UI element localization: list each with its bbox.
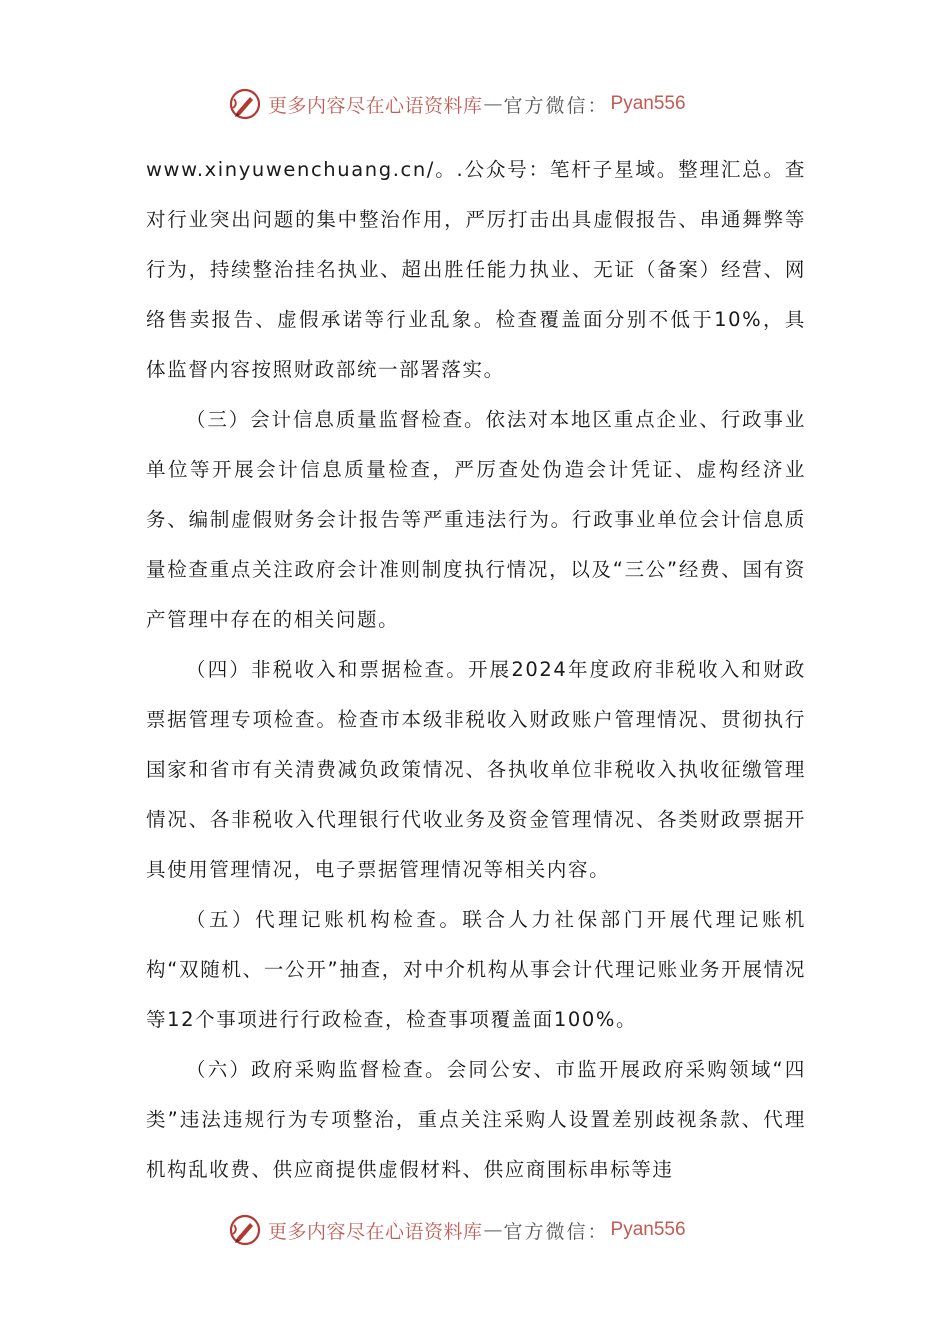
paragraph-section-4: （四）非税收入和票据检查。开展2024年度政府非税收入和财政票据管理专项检查。检查市本级非税收入财政账户管理情况、贯彻执行国家和省市有关清费减负政策情况、各执收单位非税收入执收征缴管理情况、各非税收入代理银行代收业务及资金管理情况、各类财政票据开具使用管理情况，电子票据管理情况等相关内容。 xyxy=(146,658,806,881)
document-body xyxy=(146,145,806,1195)
watermark-wechat-id: Pyan556 xyxy=(610,1219,686,1240)
watermark-dash: — xyxy=(483,93,503,115)
watermark-wechat-id: Pyan556 xyxy=(610,93,686,114)
watermark-official-label: 官方微信： xyxy=(503,1220,609,1243)
watermark-slogan: 更多内容尽在心语资料库 xyxy=(268,94,483,117)
watermark-dash: — xyxy=(483,1219,503,1241)
paragraph-continuation: www.xinyuwenchuang.cn/。.公众号：笔杆子星域。整理汇总。查对行业突出问题的集中整治作用，严厉打击出具虚假报告、串通舞弊等行为，持续整治挂名执业、超出胜任能力执业、无证（备案）经营、网络售卖报告、虚假承诺等行业乱象。检查覆盖面分别不低于10%，具体监督内容按照财政部统一部署落实。 xyxy=(146,158,806,381)
watermark-official-label: 官方微信： xyxy=(503,94,609,117)
footer-watermark xyxy=(228,1210,686,1250)
paragraph-section-6: （六）政府采购监督检查。会同公安、市监开展政府采购领域“四类”违法违规行为专项整治，重点关注采购人设置差别歧视条款、代理机构乱收费、供应商提供虚假材料、供应商围标串标等违 xyxy=(146,1058,806,1181)
header-watermark xyxy=(228,84,686,124)
watermark-slogan: 更多内容尽在心语资料库 xyxy=(268,1220,483,1243)
pen-logo-icon xyxy=(228,87,262,121)
paragraph-section-3: （三）会计信息质量监督检查。依法对本地区重点企业、行政事业单位等开展会计信息质量检查，严厉查处伪造会计凭证、虚构经济业务、编制虚假财务会计报告等严重违法行为。行政事业单位会计信息质量检查重点关注政府会计准则制度执行情况，以及“三公”经费、国有资产管理中存在的相关问题。 xyxy=(146,408,806,631)
pen-logo-icon xyxy=(228,1213,262,1247)
paragraph-section-5: （五）代理记账机构检查。联合人力社保部门开展代理记账机构“双随机、一公开”抽查，对中介机构从事会计代理记账业务开展情况等12个事项进行行政检查，检查事项覆盖面100%。 xyxy=(146,908,806,1031)
